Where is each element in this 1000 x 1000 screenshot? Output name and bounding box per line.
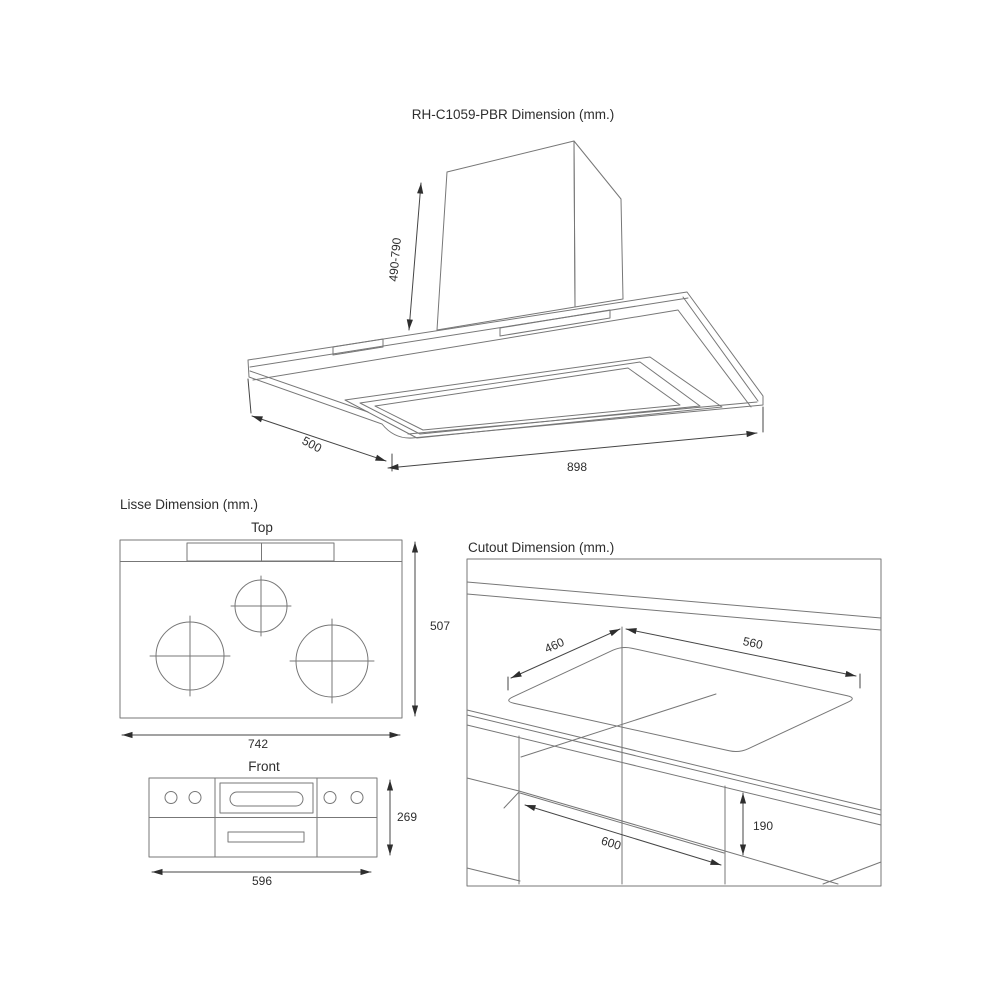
hole-width-dimension-label: 560	[741, 634, 765, 653]
lisse-figure	[120, 497, 450, 888]
wall-line-lower	[467, 594, 881, 630]
lisse-top-view-drawing	[120, 540, 402, 718]
front-view-height-dimension-label: 269	[397, 810, 418, 824]
front-vent-slot	[228, 832, 304, 842]
burner-right	[290, 619, 374, 703]
hood-height-dimension-label: 490-790	[386, 237, 404, 283]
niche-width-dimension-label: 600	[599, 833, 623, 853]
lisse-front-view-dimensions	[152, 780, 417, 888]
lisse-top-view-label: Top	[251, 520, 273, 535]
front-view-width-dimension-label: 596	[251, 874, 273, 888]
hole-width-dimension-line	[626, 629, 856, 676]
cabinet-interior-back-edge	[521, 694, 716, 757]
hood-figure	[248, 107, 763, 474]
hole-depth-dimension-label: 460	[542, 634, 567, 656]
knob-right-1	[324, 792, 336, 804]
niche-left-jamb-line	[504, 792, 519, 808]
counter-front-edge-bottom	[467, 725, 881, 825]
knob-right-2	[351, 792, 363, 804]
cutout-title: Cutout Dimension (mm.)	[468, 540, 615, 555]
canopy-outline	[248, 292, 763, 438]
burner-center	[231, 576, 291, 636]
knob-left-2	[189, 792, 201, 804]
chimney-duct	[437, 141, 623, 330]
hole-depth-dimension-line	[511, 629, 620, 678]
wall-line-upper	[467, 582, 881, 618]
hood-dimensions	[248, 183, 763, 474]
canopy-right-rim	[683, 297, 758, 401]
lisse-top-view-dimensions	[122, 542, 450, 751]
hood-width-dimension-label: 898	[566, 460, 588, 474]
lisse-title: Lisse Dimension (mm.)	[120, 497, 259, 512]
hood-depth-dimension-line	[252, 416, 386, 461]
cutout-drawing	[467, 559, 881, 886]
filter-panel-rings	[345, 357, 722, 438]
counter-front-edge-top	[467, 710, 881, 810]
burner-left	[150, 616, 230, 696]
counter-front-edge-mid	[467, 715, 881, 815]
knob-left-1	[165, 792, 177, 804]
canopy-back-rim	[250, 298, 688, 367]
cutout-hole	[509, 647, 853, 751]
filter-ring-middle	[360, 362, 700, 434]
hood-depth-dimension-label: 500	[299, 433, 325, 456]
cabinet-base-line-right	[823, 862, 881, 884]
lisse-front-view-label: Front	[248, 759, 280, 774]
hood-canopy	[248, 292, 763, 438]
top-view-width-dimension-label: 742	[247, 737, 269, 751]
niche-height-dimension-label: 190	[753, 819, 774, 833]
control-panel	[187, 543, 334, 561]
filter-ring-inner	[375, 368, 680, 430]
hood-depth-extension-line	[248, 379, 251, 413]
canopy-left-crease	[250, 371, 368, 412]
cutout-dimensions	[508, 629, 860, 865]
cutout-figure	[467, 540, 881, 886]
chimney-side-face	[574, 141, 623, 307]
hood-title: RH-C1059-PBR Dimension (mm.)	[411, 107, 615, 122]
hood-drawing	[248, 141, 763, 438]
chimney-front-face	[437, 141, 575, 330]
cutout-frame	[467, 559, 881, 886]
display-bezel	[220, 783, 313, 813]
filter-ring-outer	[345, 357, 722, 438]
top-view-depth-dimension-label: 507	[430, 619, 451, 633]
niche-width-dimension-line	[525, 805, 721, 865]
cabinet-rail-right	[725, 851, 838, 884]
lisse-front-view-drawing	[149, 778, 377, 857]
vent-slot-right	[500, 310, 610, 336]
hood-height-dimension-line	[409, 183, 421, 330]
display-window	[230, 792, 303, 806]
cabinet-base-line-left	[467, 868, 520, 881]
cabinet-rail-left	[467, 778, 519, 791]
canopy-ridge	[253, 310, 751, 407]
